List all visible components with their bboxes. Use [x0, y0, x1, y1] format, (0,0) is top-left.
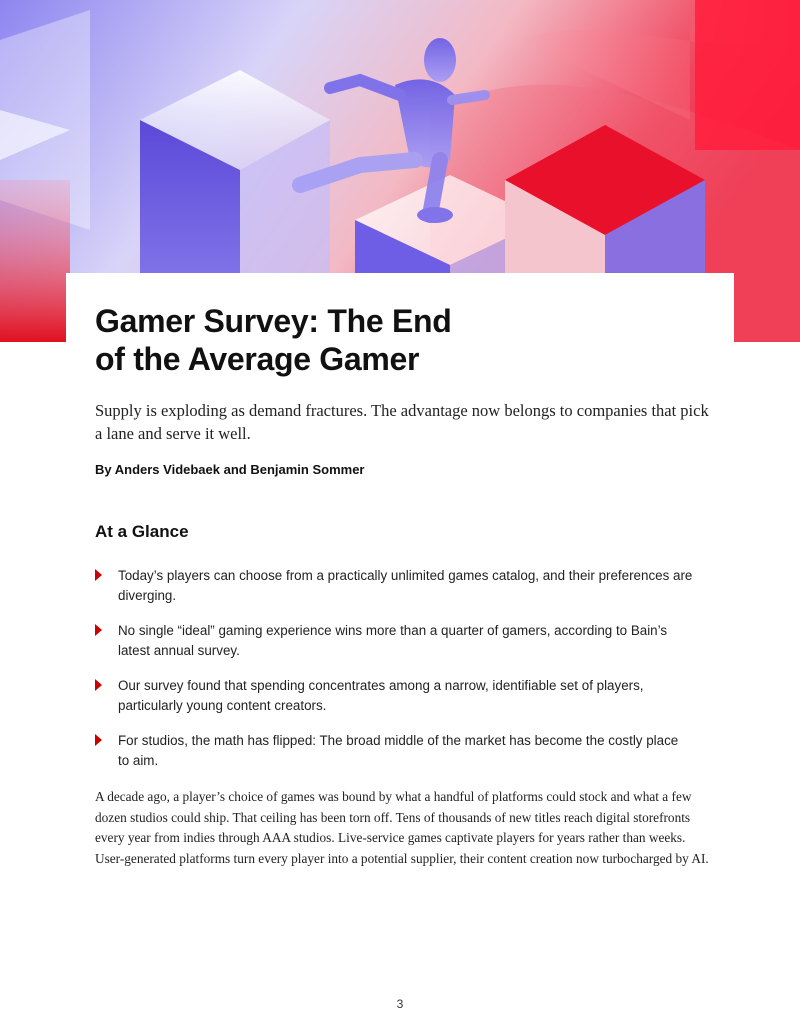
list-item-text: Today’s players can choose from a practically unlimited games catalog, and their preferences are diverging.: [118, 568, 693, 603]
body-paragraph: A decade ago, a player’s choice of games was bound by what a handful of platforms could stock and what a few dozen studios could ship. That ceiling has been torn off. Tens of thousands of new titles reach digital storefronts every year from indies through AAA studios. Live-service games captivate players for years rather than weeks. User-generated platforms turn every player into a potential supplier, their content creation now turbocharged by AI.: [95, 789, 709, 866]
list-item: [95, 676, 715, 716]
red-triangle-bullet-icon: [95, 569, 102, 581]
list-item: [95, 566, 715, 606]
at-a-glance-heading: At a Glance: [95, 522, 189, 541]
list-item-text: For studios, the math has flipped: The broad middle of the market has become the costly place to aim.: [118, 733, 679, 768]
red-triangle-bullet-icon: [95, 734, 102, 746]
red-triangle-bullet-icon: [95, 624, 102, 636]
list-item: [95, 621, 715, 661]
author-byline: By Anders Videbaek and Benjamin Sommer: [95, 462, 365, 477]
list-item-text: No single “ideal” gaming experience wins more than a quarter of gamers, according to Bain’s latest annual survey.: [118, 623, 668, 658]
title-line-2: of the Average Gamer: [95, 341, 420, 377]
page-number: 3: [396, 997, 404, 1011]
title-line-1: Gamer Survey: The End: [95, 303, 452, 339]
at-a-glance-list: [95, 566, 715, 786]
article-subtitle: Supply is exploding as demand fractures. The advantage now belongs to companies that pick a lane and serve it well.: [95, 401, 709, 443]
red-triangle-bullet-icon: [95, 679, 102, 691]
list-item: [95, 731, 715, 771]
list-item-text: Our survey found that spending concentrates among a narrow, identifiable set of players, particularly young content creators.: [118, 678, 644, 713]
page-title: [95, 302, 655, 378]
